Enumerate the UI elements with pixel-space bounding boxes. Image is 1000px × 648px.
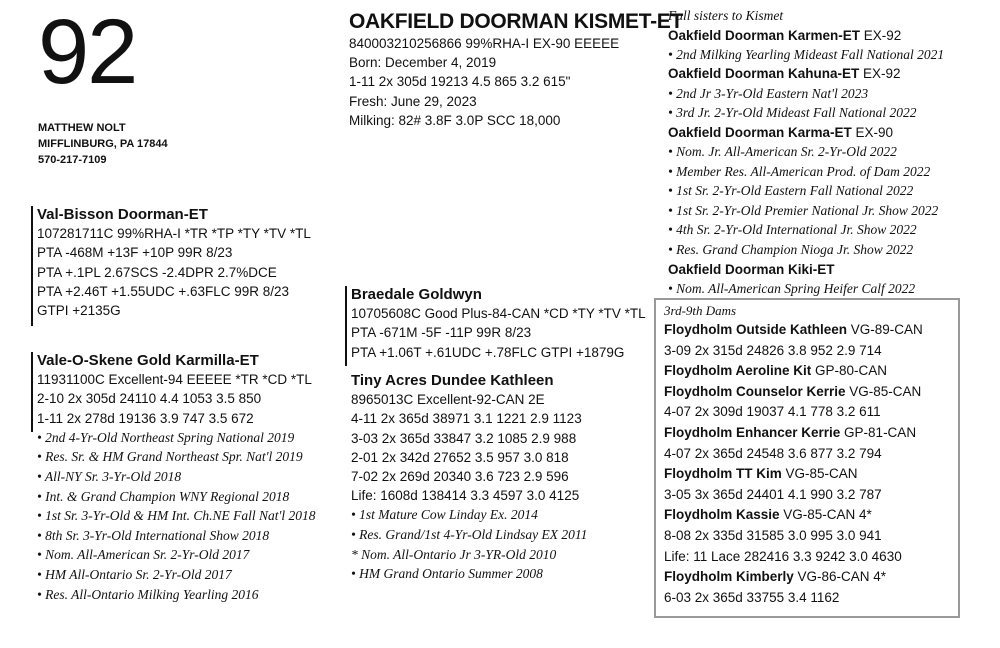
dam-ancestor-score: VG-89-CAN — [847, 322, 923, 337]
dam-block — [37, 351, 315, 604]
dam-ancestor-score: VG-85-CAN — [781, 466, 858, 482]
page-title: OAKFIELD DOORMAN KISMET-ET — [349, 10, 684, 33]
pedigree-bracket — [31, 352, 33, 432]
mgs-name: Braedale Goldwyn — [351, 286, 482, 303]
dam-ancestor-score: GP-80-CAN — [811, 363, 888, 379]
dam-ancestor-score: GP-81-CAN — [840, 424, 917, 440]
mgs-line: PTA -671M -5F -11P 99R 8/23 — [351, 325, 532, 341]
sire-line: PTA +2.46T +1.55UDC +.63FLC 99R 8/23 — [37, 283, 290, 299]
consignor — [38, 120, 168, 168]
granddam-line: 4-11 2x 365d 38971 3.1 1221 2.9 1123 — [351, 411, 582, 427]
dam-ancestor-score: VG-85-CAN 4* — [779, 507, 872, 523]
dam-ancestor-record: 3-09 2x 315d 24826 3.8 952 2.9 714 — [664, 342, 882, 358]
consignor-phone: 570-217-7109 — [38, 154, 107, 166]
dam-honor: • 2nd 4-Yr-Old Northeast Spring National 2019 — [37, 429, 295, 445]
dam-honor: • 8th Sr. 3-Yr-Old International Show 2018 — [37, 527, 270, 543]
sire-line: PTA -468M +13F +10P 99R 8/23 — [37, 245, 233, 261]
granddam-line: 7-02 2x 269d 20340 3.6 723 2.9 596 — [351, 469, 569, 485]
main-animal — [349, 10, 683, 130]
granddam-honor: * Nom. All-Ontario Jr 3-YR-Old 2010 — [351, 546, 557, 562]
sire-name: Val-Bisson Doorman-ET — [37, 206, 208, 223]
dams-3-9 — [664, 302, 923, 608]
dam-ancestor-name: Floydholm Outside Kathleen — [664, 322, 848, 337]
sister-honor: • 3rd Jr. 2-Yr-Old Mideast Fall National 2022 — [668, 105, 917, 121]
sister-honor: • 1st Sr. 2-Yr-Old Premier National Jr. Show 2022 — [668, 202, 939, 218]
sister-honor: • 2nd Milking Yearling Mideast Fall National 2021 — [668, 46, 945, 62]
dam-ancestor-record: 6-03 2x 365d 33755 3.4 1162 — [664, 589, 840, 605]
sister-name: Oakfield Doorman Kiki-ET — [668, 261, 835, 277]
sisters-heading: Full sisters to Kismet — [668, 8, 784, 23]
sister-honor: • 2nd Jr 3-Yr-Old Eastern Nat'l 2023 — [668, 85, 869, 101]
sister-honor: • Nom. All-American Spring Heifer Calf 2022 — [668, 280, 916, 296]
dam-line: 1-11 2x 278d 19136 3.9 747 3.5 672 — [37, 410, 254, 426]
dam-ancestor-name: Floydholm Kimberly — [664, 569, 794, 585]
dam-honor: • Res. Sr. & HM Grand Northeast Spr. Nat'l 2019 — [37, 449, 303, 465]
dam-honor: • Res. All-Ontario Milking Yearling 2016 — [37, 586, 259, 602]
sister-score: EX-90 — [851, 124, 894, 140]
granddam-honor: • HM Grand Ontario Summer 2008 — [351, 566, 543, 582]
mgs-block — [351, 285, 646, 362]
granddam-name: Tiny Acres Dundee Kathleen — [351, 372, 554, 389]
consignor-name: MATTHEW NOLT — [38, 122, 126, 134]
dam-ancestor-name: Floydholm Aeroline Kit — [664, 363, 812, 379]
granddam-honor: • Res. Grand/1st 4-Yr-Old Lindsay EX 2011 — [351, 527, 588, 543]
dam-ancestor-record: Life: 11 Lace 282416 3.3 9242 3.0 4630 — [664, 548, 902, 564]
sister-score: EX-92 — [860, 27, 902, 43]
dam-line: 2-10 2x 305d 24110 4.4 1053 3.5 850 — [37, 391, 262, 407]
sister-honor: • Res. Grand Champion Nioga Jr. Show 2022 — [668, 241, 914, 257]
dam-ancestor-record: 4-07 2x 309d 19037 4.1 778 3.2 611 — [664, 404, 881, 420]
sister-honor: • Member Res. All-American Prod. of Dam 2022 — [668, 163, 931, 179]
dam-honor: • 1st Sr. 3-Yr-Old & HM Int. Ch.NE Fall Nat'l 2018 — [37, 508, 316, 524]
mgs-line: PTA +1.06T +.61UDC +.78FLC GTPI +1879G — [351, 344, 625, 360]
dam-honor: • All-NY Sr. 3-Yr-Old 2018 — [37, 469, 182, 484]
dam-honor: • HM All-Ontario Sr. 2-Yr-Old 2017 — [37, 566, 232, 582]
dam-ancestor-name: Floydholm Kassie — [664, 507, 780, 523]
sire-line: PTA +.1PL 2.67SCS -2.4DPR 2.7%DCE — [37, 264, 277, 280]
full-sisters — [668, 6, 944, 298]
dam-ancestor-record: 8-08 2x 335d 31585 3.0 995 3.0 941 — [664, 527, 882, 543]
sire-block — [37, 205, 311, 320]
pedigree-bracket — [31, 206, 33, 326]
granddam-line: Life: 1608d 138414 3.3 4597 3.0 4125 — [351, 488, 580, 504]
dam-ancestor-record: 3-05 3x 365d 24401 4.1 990 3.2 787 — [664, 486, 882, 502]
main-line: 840003210256866 99%RHA-I EX-90 EEEEE — [349, 36, 620, 51]
main-line: Milking: 82# 3.8F 3.0P SCC 18,000 — [349, 112, 561, 128]
granddam-honor: • 1st Mature Cow Linday Ex. 2014 — [351, 507, 538, 523]
sister-honor: • 1st Sr. 2-Yr-Old Eastern Fall National 2022 — [668, 183, 914, 199]
sire-line: 107281711C 99%RHA-I *TR *TP *TY *TV *TL — [37, 226, 311, 242]
dam-ancestor-record: 4-07 2x 365d 24548 3.6 877 3.2 794 — [664, 445, 882, 461]
sister-honor: • 4th Sr. 2-Yr-Old International Jr. Show 2022 — [668, 222, 917, 238]
dam-honor: • Nom. All-American Sr. 2-Yr-Old 2017 — [37, 547, 250, 563]
granddam-line: 8965013C Excellent-92-CAN 2E — [351, 392, 545, 408]
main-line: Born: December 4, 2019 — [349, 55, 497, 71]
sister-honor: • Nom. Jr. All-American Sr. 2-Yr-Old 2022 — [668, 143, 897, 159]
dam-ancestor-score: VG-85-CAN — [845, 383, 922, 399]
dam-name: Vale-O-Skene Gold Karmilla-ET — [37, 352, 259, 369]
pedigree-bracket — [345, 286, 347, 366]
granddam-line: 2-01 2x 342d 27652 3.5 957 3.0 818 — [351, 449, 569, 465]
main-line: 1-11 2x 305d 19213 4.5 865 3.2 615" — [349, 74, 571, 90]
dam-ancestor-name: Floydholm Counselor Kerrie — [664, 383, 846, 399]
dam-ancestor-score: VG-86-CAN 4* — [793, 569, 887, 585]
dam-ancestor-name: Floydholm Enhancer Kerrie — [664, 424, 841, 440]
sister-name: Oakfield Doorman Kahuna-ET — [668, 66, 860, 82]
consignor-location: MIFFLINBURG, PA 17844 — [38, 138, 168, 150]
sister-name: Oakfield Doorman Karmen-ET — [668, 27, 861, 43]
sister-name: Oakfield Doorman Karma-ET — [668, 124, 852, 140]
main-line: Fresh: June 29, 2023 — [349, 93, 477, 109]
dam-ancestor-name: Floydholm TT Kim — [664, 466, 782, 482]
granddam-line: 3-03 2x 365d 33847 3.2 1085 2.9 988 — [351, 430, 577, 446]
dams-heading: 3rd-9th Dams — [664, 303, 737, 318]
sister-score: EX-92 — [859, 66, 901, 82]
lot-number: 92 — [38, 1, 137, 103]
dam-honor: • Int. & Grand Champion WNY Regional 2018 — [37, 488, 290, 504]
dam-line: 11931100C Excellent-94 EEEEE *TR *CD *TL — [37, 372, 312, 388]
mgs-line: 10705608C Good Plus-84-CAN *CD *TY *TV *TL — [351, 306, 646, 322]
sire-line: GTPI +2135G — [37, 303, 121, 319]
granddam-block — [351, 371, 587, 584]
